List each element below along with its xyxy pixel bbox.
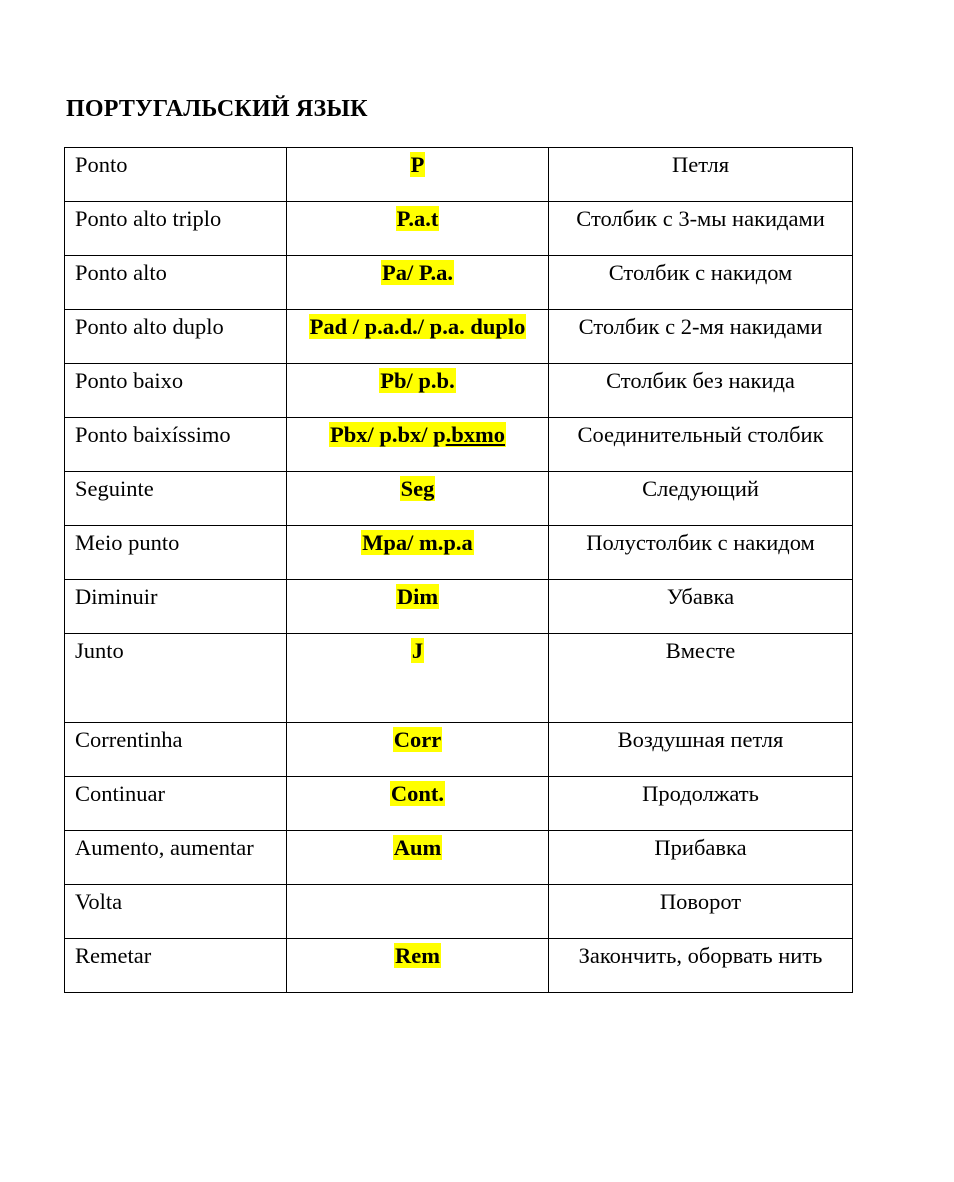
abbreviation: Pa/ P.a. bbox=[381, 260, 454, 285]
russian-translation: Закончить, оборвать нить bbox=[549, 939, 853, 993]
portuguese-term: Ponto alto duplo bbox=[65, 310, 287, 364]
portuguese-term: Ponto baixíssimo bbox=[65, 418, 287, 472]
abbreviation: Corr bbox=[393, 727, 442, 752]
abbreviation-cell bbox=[287, 777, 549, 831]
abbreviation: Pad / p.a.d./ p.a. duplo bbox=[309, 314, 526, 339]
abbreviation-cell bbox=[287, 256, 549, 310]
table-row bbox=[65, 202, 853, 256]
abbreviation: Mpa/ m.p.a bbox=[362, 530, 473, 555]
portuguese-term: Ponto alto bbox=[65, 256, 287, 310]
russian-translation: Соединительный столбик bbox=[549, 418, 853, 472]
table-row bbox=[65, 148, 853, 202]
table-row bbox=[65, 634, 853, 723]
table-row bbox=[65, 777, 853, 831]
portuguese-term: Ponto bbox=[65, 148, 287, 202]
abbreviation-cell bbox=[287, 364, 549, 418]
abbreviation-cell bbox=[287, 723, 549, 777]
abbreviation: Seg bbox=[400, 476, 435, 501]
russian-translation: Столбик с накидом bbox=[549, 256, 853, 310]
russian-translation: Полустолбик с накидом bbox=[549, 526, 853, 580]
abbreviation: J bbox=[411, 638, 424, 663]
table-row bbox=[65, 256, 853, 310]
table-row bbox=[65, 364, 853, 418]
abbreviation: Cont. bbox=[390, 781, 445, 806]
portuguese-term: Junto bbox=[65, 634, 287, 723]
table-row bbox=[65, 472, 853, 526]
russian-translation: Петля bbox=[549, 148, 853, 202]
abbreviation-cell bbox=[287, 634, 549, 723]
table-row bbox=[65, 580, 853, 634]
abbreviation: P bbox=[410, 152, 425, 177]
russian-translation: Продолжать bbox=[549, 777, 853, 831]
russian-translation: Столбик с 2-мя накидами bbox=[549, 310, 853, 364]
portuguese-term: Ponto baixo bbox=[65, 364, 287, 418]
abbreviation-cell bbox=[287, 526, 549, 580]
abbreviation-cell bbox=[287, 310, 549, 364]
russian-translation: Следующий bbox=[549, 472, 853, 526]
page-title: ПОРТУГАЛЬСКИЙ ЯЗЫК bbox=[66, 96, 368, 122]
table-row bbox=[65, 310, 853, 364]
table-row bbox=[65, 939, 853, 993]
portuguese-term: Seguinte bbox=[65, 472, 287, 526]
russian-translation: Поворот bbox=[549, 885, 853, 939]
abbreviation-part: Pbx/ p.bx/ p bbox=[329, 422, 446, 447]
table-row bbox=[65, 723, 853, 777]
portuguese-term: Continuar bbox=[65, 777, 287, 831]
portuguese-term: Meio punto bbox=[65, 526, 287, 580]
portuguese-term: Volta bbox=[65, 885, 287, 939]
abbreviation-cell bbox=[287, 885, 549, 939]
russian-translation: Убавка bbox=[549, 580, 853, 634]
portuguese-term: Ponto alto triplo bbox=[65, 202, 287, 256]
abbreviation-cell bbox=[287, 202, 549, 256]
russian-translation: Воздушная петля bbox=[549, 723, 853, 777]
abbreviation-cell bbox=[287, 939, 549, 993]
abbreviation: Aum bbox=[393, 835, 442, 860]
abbreviation: Pb/ p.b. bbox=[380, 368, 455, 393]
abbreviation-cell bbox=[287, 418, 549, 472]
portuguese-term: Aumento, aumentar bbox=[65, 831, 287, 885]
abbreviation-cell bbox=[287, 831, 549, 885]
russian-translation: Прибавка bbox=[549, 831, 853, 885]
abbreviation: Rem bbox=[395, 943, 440, 968]
abbreviation-cell bbox=[287, 472, 549, 526]
portuguese-term: Diminuir bbox=[65, 580, 287, 634]
russian-translation: Столбик с 3-мы накидами bbox=[549, 202, 853, 256]
russian-translation: Вместе bbox=[549, 634, 853, 723]
portuguese-term: Remetar bbox=[65, 939, 287, 993]
abbreviation-underlined-part: .bxmo bbox=[445, 422, 506, 447]
abbreviation-cell bbox=[287, 580, 549, 634]
abbreviation: Dim bbox=[396, 584, 439, 609]
abbreviation bbox=[329, 422, 506, 447]
table-row bbox=[65, 526, 853, 580]
abbreviation-cell bbox=[287, 148, 549, 202]
abbreviation: P.a.t bbox=[396, 206, 439, 231]
table-row bbox=[65, 885, 853, 939]
glossary-table bbox=[64, 147, 853, 993]
portuguese-term: Correntinha bbox=[65, 723, 287, 777]
table-row bbox=[65, 418, 853, 472]
russian-translation: Столбик без накида bbox=[549, 364, 853, 418]
table-row bbox=[65, 831, 853, 885]
